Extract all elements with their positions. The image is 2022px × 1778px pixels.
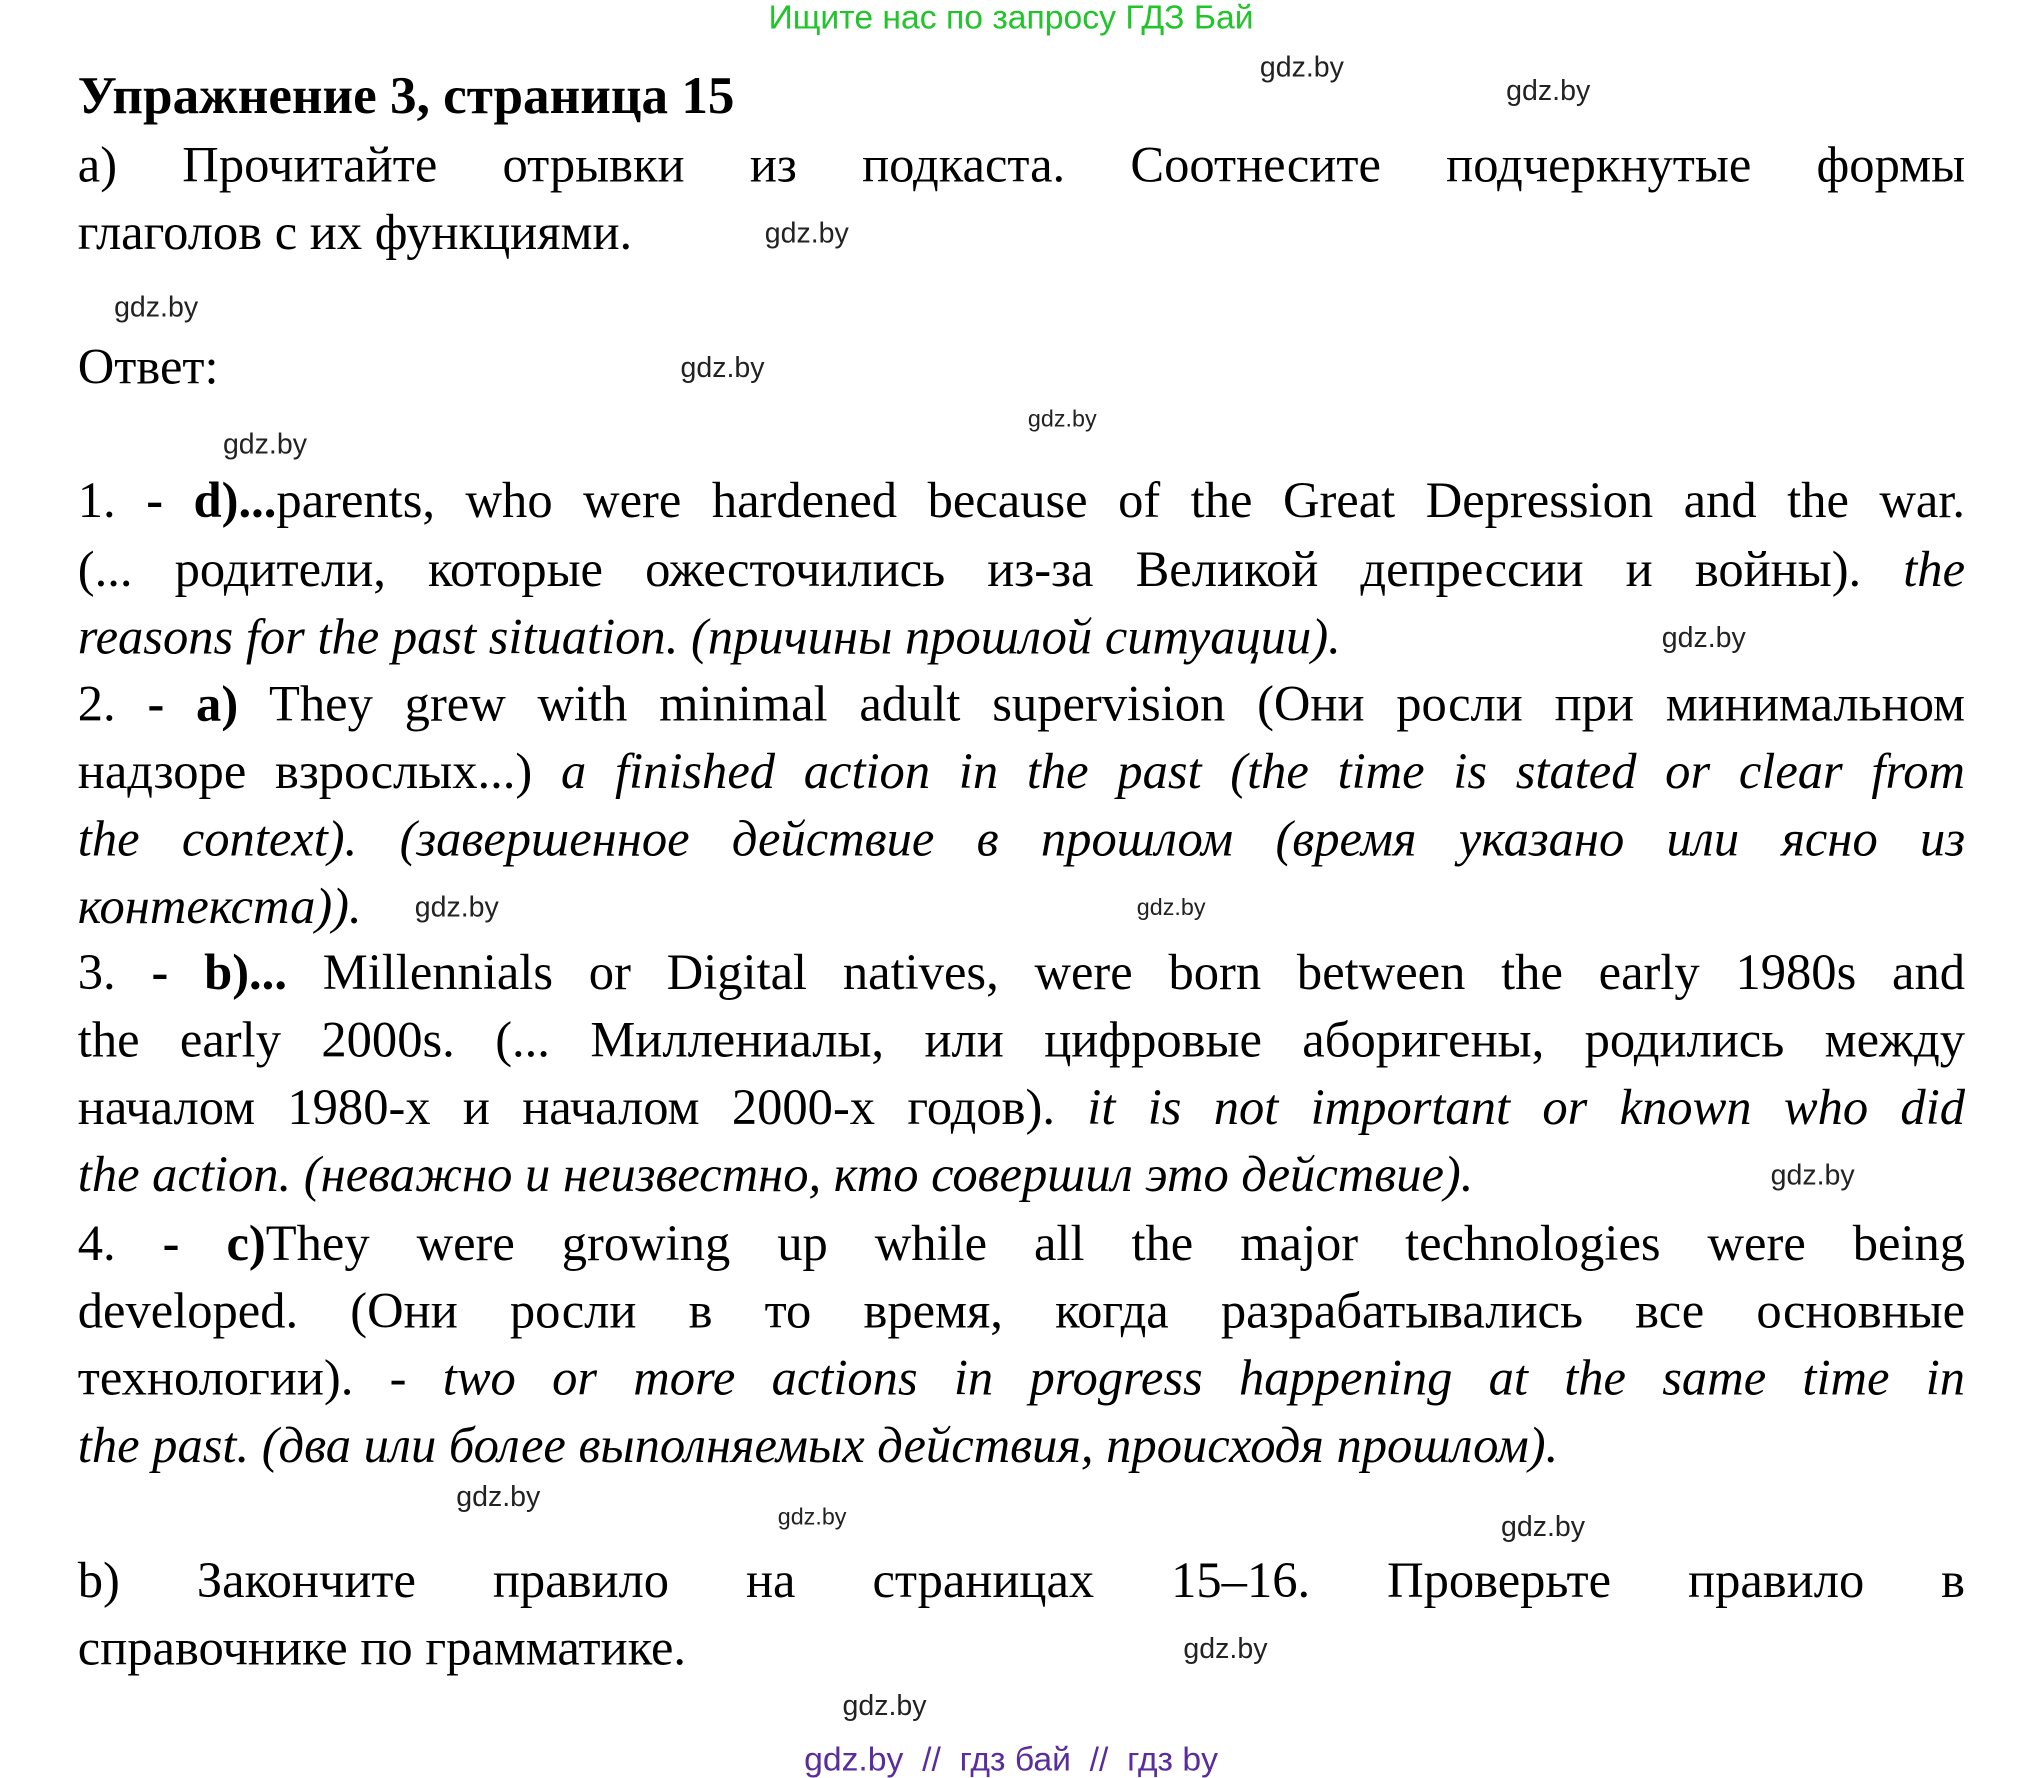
watermark: gdz.by	[1661, 620, 1746, 654]
text-line	[78, 609, 1341, 666]
function-description: the past. (два или более выполняемых действия, происходя прошлом).	[77, 1418, 1559, 1474]
text-segment: Millennials or Digital natives, were born between the early 1980s and	[286, 944, 1966, 1001]
watermark: gdz.by	[680, 351, 765, 384]
function-description: the	[1903, 541, 1966, 598]
watermark: gdz.by	[764, 216, 849, 249]
text-segment: началом 1980-х и началом 2000-х годов).	[77, 1079, 1088, 1136]
watermark: gdz.by	[842, 1688, 927, 1722]
search-banner: Ищите нас по запросу ГДЗ Бай	[768, 0, 1254, 37]
watermark: gdz.by	[777, 1503, 847, 1530]
text-line	[78, 542, 1965, 599]
text-line	[78, 340, 219, 397]
watermark: gdz.by	[1259, 50, 1344, 83]
watermark: gdz.by	[414, 890, 499, 923]
text-segment: 2.	[77, 676, 148, 733]
text-segment: parents, who were hardened because of the Great Depression and the war.	[276, 473, 1966, 529]
watermark: gdz.by	[1183, 1631, 1268, 1665]
watermark: gdz.by	[456, 1480, 541, 1513]
watermark: gdz.by	[1770, 1158, 1855, 1192]
text-line	[78, 1620, 686, 1677]
text-line	[78, 473, 1965, 530]
watermark: gdz.by	[1506, 73, 1591, 107]
text-segment: технологии). -	[77, 1350, 443, 1407]
text-line	[78, 811, 1965, 868]
text-segment: b) Закончите правило на страницах 15–16. Проверьте правило в	[77, 1552, 1966, 1609]
watermark: gdz.by	[1027, 405, 1097, 432]
answer-letter: - d)...	[146, 473, 277, 529]
text-line	[78, 1216, 1965, 1273]
text-segment: developed. (Они росли в то время, когда разрабатывались все основные	[77, 1283, 1966, 1339]
answer-letter: - c)	[162, 1215, 266, 1272]
function-description: two or more actions in progress happening at the same time in	[442, 1350, 1966, 1407]
answer-letter: - a)	[147, 676, 239, 733]
text-segment: 4.	[77, 1215, 163, 1272]
text-line	[78, 1080, 1965, 1137]
function-description: a finished action in the past (the time is stated or clear from	[560, 744, 1966, 800]
answer-letter: - b)...	[151, 944, 287, 1001]
text-line	[78, 1147, 1474, 1204]
text-segment: 3.	[77, 944, 152, 1001]
text-line	[78, 945, 1965, 1002]
function-description: reasons for the past situation. (причины прошлой ситуации).	[77, 609, 1341, 665]
watermark: gdz.by	[1500, 1510, 1586, 1543]
text-line	[78, 137, 1965, 194]
watermark: gdz.by	[222, 427, 307, 461]
text-line	[78, 1351, 1965, 1408]
function-description: the context). (завершенное действие в прошлом (время указано или ясно из	[77, 811, 1966, 868]
text-line	[78, 1418, 1558, 1475]
text-segment: Ответ:	[77, 339, 219, 396]
text-segment: 1.	[77, 473, 147, 529]
text-segment: (... родители, которые ожесточились из-за Великой депрессии и войны).	[77, 541, 1904, 598]
text-segment: надзоре взрослых...)	[77, 744, 561, 800]
text-line	[78, 1283, 1965, 1340]
text-segment: the early 2000s. (... Миллениалы, или цифровые аборигены, родились между	[77, 1012, 1966, 1069]
text-line	[78, 677, 1965, 734]
footer-links[interactable]: gdz.by // гдз бай // гдз by	[804, 1739, 1218, 1778]
text-segment: They were growing up while all the major technologies were being	[265, 1215, 1966, 1272]
function-description: контекста)).	[77, 878, 362, 935]
text-line	[78, 1553, 1965, 1610]
text-segment: глаголов с их функциями.	[77, 204, 633, 261]
text-segment: а) Прочитайте отрывки из подкаста. Соотнесите подчеркнутые формы	[77, 137, 1966, 194]
text-segment: They grew with minimal adult supervision (Они росли при минимальном	[238, 676, 1966, 733]
text-line	[78, 744, 1965, 801]
function-description: the action. (неважно и неизвестно, кто совершил это действие).	[77, 1147, 1474, 1203]
text-line	[78, 205, 632, 262]
watermark: gdz.by	[1136, 894, 1206, 921]
text-segment: справочнике по грамматике.	[77, 1620, 687, 1676]
function-description: it is not important or known who did	[1087, 1079, 1966, 1136]
exercise-title: Упражнение 3, страница 15	[77, 64, 735, 125]
watermark: gdz.by	[114, 290, 199, 323]
text-line	[78, 879, 362, 936]
text-line	[78, 1012, 1965, 1069]
